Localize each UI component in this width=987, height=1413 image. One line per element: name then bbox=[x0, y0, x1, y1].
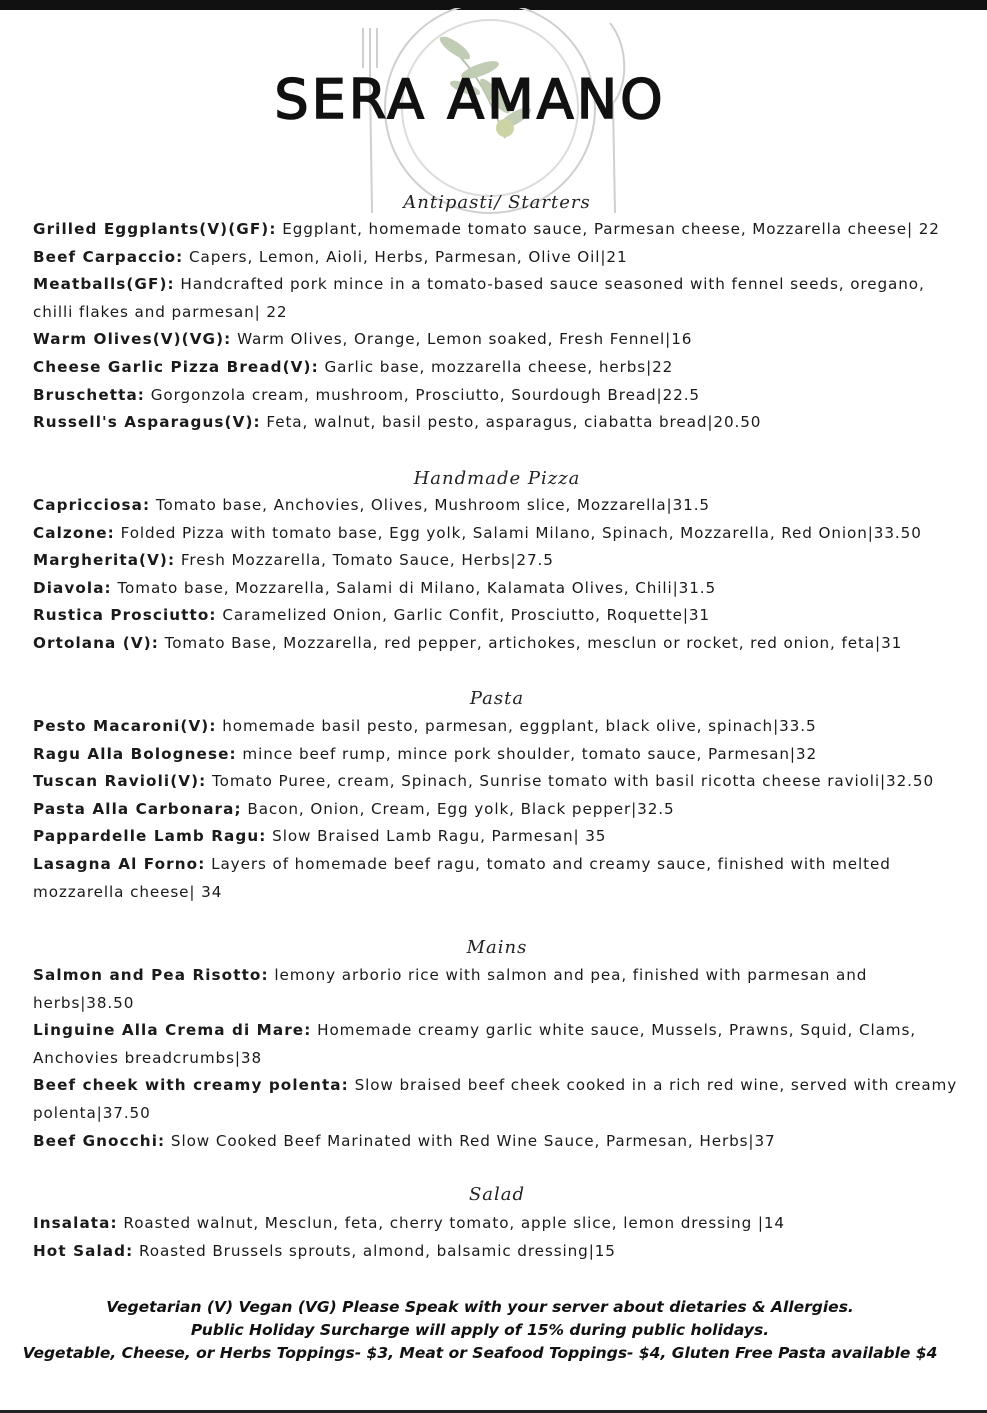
menu-item: Calzone: Folded Pizza with tomato base, Egg yolk, Salami Milano, Spinach, Mozzarella, Red Onion|33.50 bbox=[33, 523, 922, 542]
menu-item: Pesto Macaroni(V): homemade basil pesto, parmesan, eggplant, black olive, spinach|33.5 bbox=[33, 717, 817, 735]
menu-item: Margherita(V): Fresh Mozzarella, Tomato Sauce, Herbs|27.5 bbox=[33, 551, 554, 570]
menu-item: Bruschetta: Gorgonzola cream, mushroom, Prosciutto, Sourdough Bread|22.5 bbox=[33, 385, 700, 404]
menu-item: Tuscan Ravioli(V): Tomato Puree, cream, Spinach, Sunrise tomato with basil ricotta cheese ravioli|32.50 bbox=[33, 772, 935, 791]
menu-item: Meatballs(GF): Handcrafted pork mince in a tomato-based sauce seasoned with fennel seeds, oregano, chilli flakes and parmesan| 22 bbox=[33, 275, 925, 321]
section-title-pasta: Pasta bbox=[469, 688, 525, 709]
menu-item: Insalata: Roasted walnut, Mesclun, feta, cherry tomato, apple slice, lemon dressing |14 bbox=[33, 1214, 785, 1232]
menu-item: Pasta Alla Carbonara; Bacon, Onion, Cream, Egg yolk, Black pepper|32.5 bbox=[33, 799, 675, 818]
menu-item: Ragu Alla Bolognese: mince beef rump, mince pork shoulder, tomato sauce, Parmesan|32 bbox=[33, 744, 818, 763]
footer-notes bbox=[0, 1296, 960, 1365]
section-title-starters: Antipasti/ Starters bbox=[403, 192, 591, 213]
menu-item: Cheese Garlic Pizza Bread(V): Garlic base, mozzarella cheese, herbs|22 bbox=[33, 357, 674, 376]
menu-item: Beef Gnocchi: Slow Cooked Beef Marinated with Red Wine Sauce, Parmesan, Herbs|37 bbox=[33, 1131, 776, 1150]
menu-item: Pappardelle Lamb Ragu: Slow Braised Lamb Ragu, Parmesan| 35 bbox=[33, 827, 607, 846]
pizza-list bbox=[33, 492, 968, 658]
pasta-list bbox=[33, 713, 968, 906]
section-title-mains: Mains bbox=[466, 937, 528, 958]
restaurant-name: SERA AMANO bbox=[274, 68, 666, 131]
menu-item: Diavola: Tomato base, Mozzarella, Salami di Milano, Kalamata Olives, Chili|31.5 bbox=[33, 578, 717, 597]
salad-list bbox=[33, 1210, 968, 1265]
section-title-salad: Salad bbox=[468, 1184, 526, 1205]
menu-item: Ortolana (V): Tomato Base, Mozzarella, red pepper, artichokes, mesclun or rocket, red onion, feta|31 bbox=[33, 633, 903, 652]
footer-surcharge-note: Public Holiday Surcharge will apply of 15% during public holidays. bbox=[190, 1321, 770, 1339]
starters-list bbox=[33, 216, 968, 437]
menu-item: Warm Olives(V)(VG): Warm Olives, Orange, Lemon soaked, Fresh Fennel|16 bbox=[33, 330, 693, 349]
menu-item: Salmon and Pea Risotto: lemony arborio rice with salmon and pea, finished with parmesan and herbs|38.50 bbox=[33, 966, 868, 1012]
menu-item: Beef cheek with creamy polenta: Slow braised beef cheek cooked in a rich red wine, served with creamy polenta|37.50 bbox=[33, 1076, 958, 1122]
menu-item: Linguine Alla Crema di Mare: Homemade creamy garlic white sauce, Mussels, Prawns, Squid, Clams, Anchovies breadcrumbs|38 bbox=[33, 1021, 917, 1067]
menu-item: Russell's Asparagus(V): Feta, walnut, basil pesto, asparagus, ciabatta bread|20.50 bbox=[33, 413, 762, 432]
menu-item: Hot Salad: Roasted Brussels sprouts, almond, balsamic dressing|15 bbox=[33, 1241, 616, 1260]
footer-dietary-note: Vegetarian (V) Vegan (VG) Please Speak with your server about dietaries & Allergies. bbox=[106, 1298, 854, 1316]
footer-toppings-note: Vegetable, Cheese, or Herbs Toppings- $3, Meat or Seafood Toppings- $4, Gluten Free Pasta available $4 bbox=[22, 1344, 938, 1362]
menu-item: Grilled Eggplants(V)(GF): Eggplant, homemade tomato sauce, Parmesan cheese, Mozzarella cheese| 22 bbox=[33, 220, 940, 238]
menu-item: Lasagna Al Forno: Layers of homemade beef ragu, tomato and creamy sauce, finished with melted mozzarella cheese| 34 bbox=[33, 854, 891, 901]
menu-item: Rustica Prosciutto: Caramelized Onion, Garlic Confit, Prosciutto, Roquette|31 bbox=[33, 606, 710, 625]
menu-item: Beef Carpaccio: Capers, Lemon, Aioli, Herbs, Parmesan, Olive Oil|21 bbox=[33, 247, 628, 266]
mains-list bbox=[33, 962, 968, 1155]
menu-item: Capricciosa: Tomato base, Anchovies, Olives, Mushroom slice, Mozzarella|31.5 bbox=[33, 496, 710, 514]
section-title-pizza: Handmade Pizza bbox=[413, 468, 581, 489]
